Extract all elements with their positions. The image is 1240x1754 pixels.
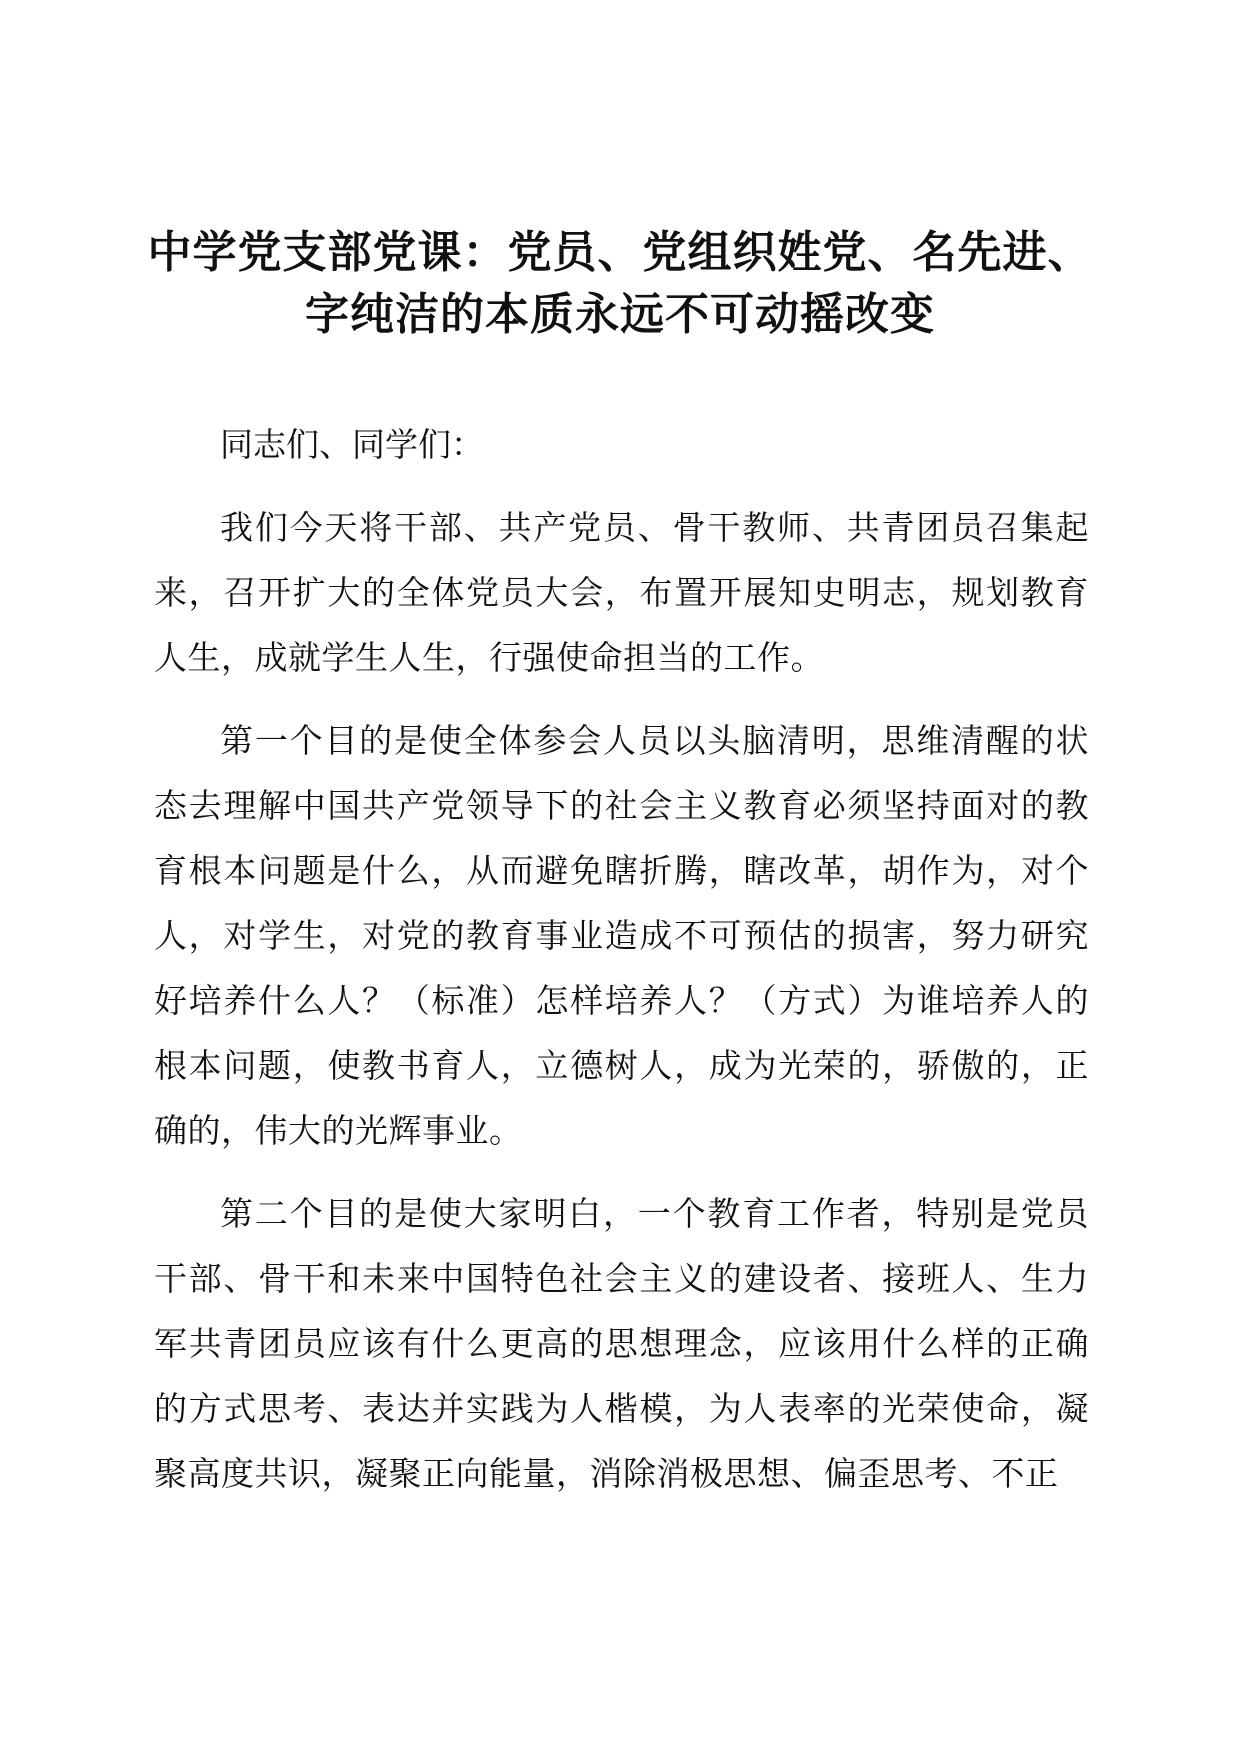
paragraph-3: 第二个目的是使大家明白，一个教育工作者，特别是党员干部、骨干和未来中国特色社会主义的建设者、接班人、生力军共青团员应该有什么更高的思想理念，应该用什么样的正确的方式思考、表达并实践为人楷模，为人表率的光荣使命，凝聚高度共识，凝聚正向能量，消除消极思想、偏歪思考、不正 [154,1194,1089,1493]
salutation: 同志们、同学们： [220,425,484,464]
document-body [154,412,1089,1524]
title-line-1: 中学党支部党课：党员、党组织姓党、名先进、 [147,227,1093,278]
paragraph-2: 第一个目的是使全体参会人员以头脑清明，思维清醒的状态去理解中国共产党领导下的社会主义教育必须坚持面对的教育根本问题是什么，从而避免瞎折腾，瞎改革，胡作为，对个人，对学生，对党的教育事业造成不可预估的损害，努力研究好培养什么人？（标准）怎样培养人？（方式）为谁培养人的根本问题，使教书育人，立德树人，成为光荣的，骄傲的，正确的，伟大的光辉事业。 [154,721,1089,1150]
paragraph-1: 我们今天将干部、共产党员、骨干教师、共青团员召集起来，召开扩大的全体党员大会，布置开展知史明志，规划教育人生，成就学生人生，行强使命担当的工作。 [154,508,1089,677]
document-title [140,222,1100,346]
title-line-2: 字纯洁的本质永远不可动摇改变 [305,289,935,340]
